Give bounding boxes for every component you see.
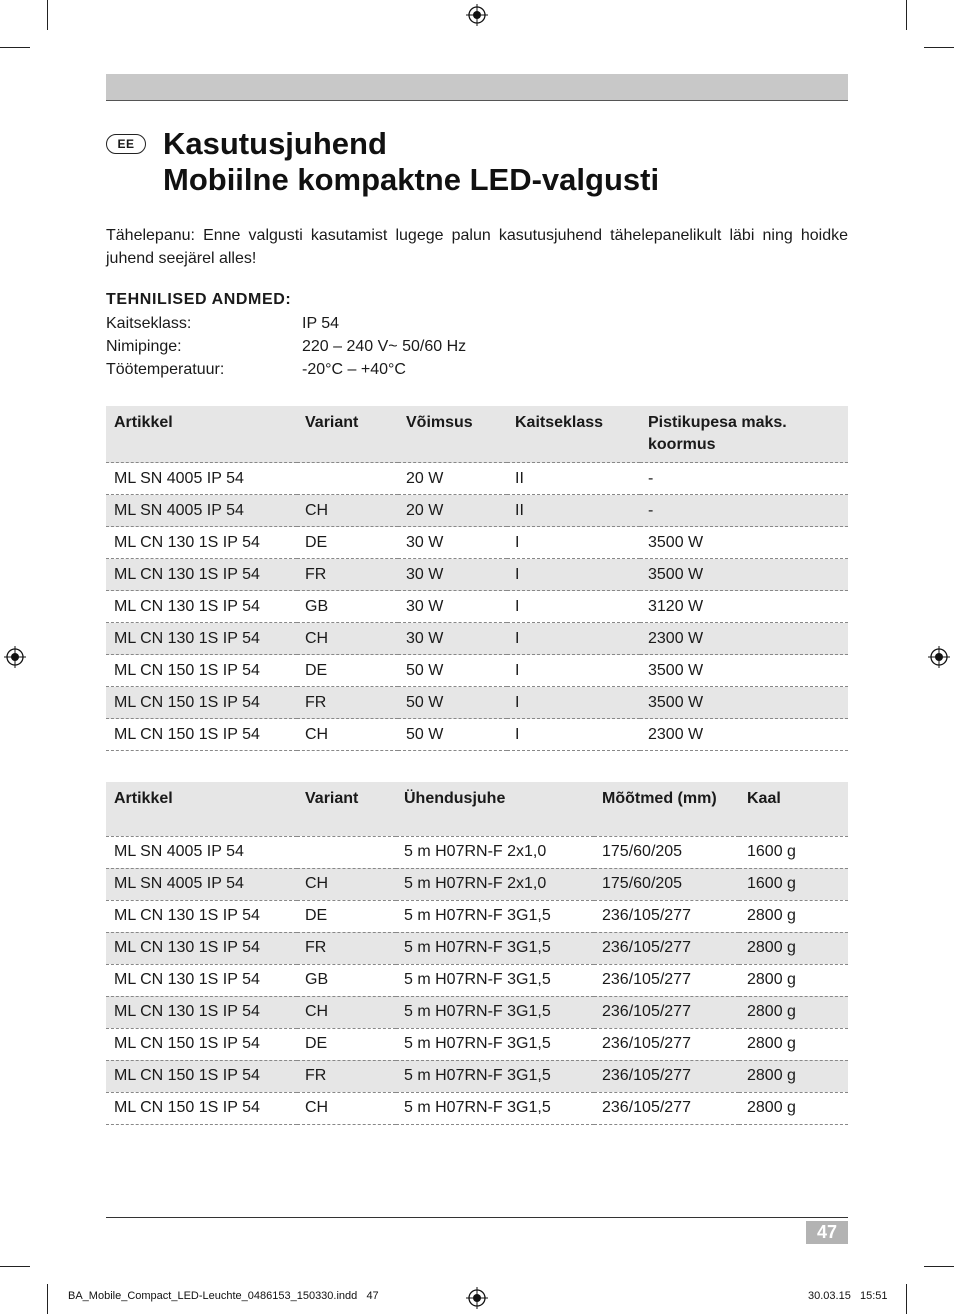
table-cell: FR bbox=[297, 687, 398, 719]
column-header: Variant bbox=[297, 782, 396, 836]
spec-label: Töötemperatuur: bbox=[106, 361, 225, 378]
table-cell: 5 m H07RN-F 3G1,5 bbox=[396, 1092, 594, 1124]
table-cell: 5 m H07RN-F 2x1,0 bbox=[396, 868, 594, 900]
registration-mark-icon bbox=[466, 4, 488, 26]
table-cell: 236/105/277 bbox=[594, 932, 739, 964]
table-cell: ML CN 130 1S IP 54 bbox=[106, 900, 297, 932]
table-row bbox=[106, 687, 848, 719]
table-row bbox=[106, 996, 848, 1028]
table-cell: 236/105/277 bbox=[594, 964, 739, 996]
column-header: Ühendusjuhe bbox=[396, 782, 594, 836]
table-cell: DE bbox=[297, 655, 398, 687]
power-table bbox=[106, 406, 848, 751]
table-cell: ML CN 130 1S IP 54 bbox=[106, 623, 297, 655]
table-cell: ML CN 130 1S IP 54 bbox=[106, 964, 297, 996]
table-cell: 236/105/277 bbox=[594, 1092, 739, 1124]
table-cell: ML CN 130 1S IP 54 bbox=[106, 527, 297, 559]
table-cell: FR bbox=[297, 1060, 396, 1092]
table-cell: GB bbox=[297, 964, 396, 996]
table-cell: 50 W bbox=[398, 655, 507, 687]
crop-mark bbox=[906, 1284, 907, 1314]
table-cell: 50 W bbox=[398, 687, 507, 719]
table-cell: FR bbox=[297, 932, 396, 964]
table-cell: 2800 g bbox=[739, 900, 848, 932]
table-cell: I bbox=[507, 591, 640, 623]
column-header: Kaal bbox=[739, 782, 848, 836]
table-cell: I bbox=[507, 527, 640, 559]
spec-label: Kaitseklass: bbox=[106, 315, 192, 332]
column-header: Kaitseklass bbox=[507, 406, 640, 463]
table-cell: 2300 W bbox=[640, 719, 848, 751]
table-cell bbox=[297, 463, 398, 495]
table-cell: ML CN 130 1S IP 54 bbox=[106, 559, 297, 591]
table-cell: ML CN 130 1S IP 54 bbox=[106, 996, 297, 1028]
table-cell: DE bbox=[297, 527, 398, 559]
table-cell: CH bbox=[297, 719, 398, 751]
table-cell: 236/105/277 bbox=[594, 1060, 739, 1092]
table-cell: 5 m H07RN-F 3G1,5 bbox=[396, 900, 594, 932]
table-cell: 175/60/205 bbox=[594, 836, 739, 868]
table-cell: 3500 W bbox=[640, 559, 848, 591]
table-cell: CH bbox=[297, 868, 396, 900]
table-cell: ML CN 150 1S IP 54 bbox=[106, 1028, 297, 1060]
table-cell: FR bbox=[297, 559, 398, 591]
page-title: Kasutusjuhend bbox=[163, 126, 387, 161]
table-cell: 3120 W bbox=[640, 591, 848, 623]
table-row bbox=[106, 719, 848, 751]
table-cell: ML CN 130 1S IP 54 bbox=[106, 591, 297, 623]
table-cell: 5 m H07RN-F 3G1,5 bbox=[396, 932, 594, 964]
crop-mark bbox=[47, 0, 48, 30]
spec-value: 220 – 240 V~ 50/60 Hz bbox=[302, 338, 467, 355]
footer-file-info: BA_Mobile_Compact_LED-Leuchte_0486153_150330.indd 47 bbox=[68, 1290, 379, 1302]
column-header: Artikkel bbox=[106, 406, 297, 463]
registration-mark-icon bbox=[466, 1287, 488, 1309]
table-cell: I bbox=[507, 623, 640, 655]
column-header: Variant bbox=[297, 406, 398, 463]
table-cell: GB bbox=[297, 591, 398, 623]
crop-mark bbox=[924, 1266, 954, 1267]
table-cell: 1600 g bbox=[739, 868, 848, 900]
registration-mark-icon bbox=[4, 646, 26, 668]
table-cell: I bbox=[507, 655, 640, 687]
table-cell: DE bbox=[297, 1028, 396, 1060]
table-cell: 2800 g bbox=[739, 1028, 848, 1060]
table-cell: 236/105/277 bbox=[594, 996, 739, 1028]
crop-mark bbox=[0, 1266, 30, 1267]
table-row bbox=[106, 1060, 848, 1092]
spec-value: IP 54 bbox=[302, 315, 340, 332]
table-cell bbox=[297, 836, 396, 868]
table-cell: 2800 g bbox=[739, 932, 848, 964]
table-cell: 5 m H07RN-F 3G1,5 bbox=[396, 1060, 594, 1092]
table-cell: ML CN 150 1S IP 54 bbox=[106, 1060, 297, 1092]
table-cell: 30 W bbox=[398, 559, 507, 591]
column-header: Võimsus bbox=[398, 406, 507, 463]
table-row bbox=[106, 623, 848, 655]
tech-data-heading: TEHNILISED ANDMED: bbox=[106, 291, 292, 308]
table-cell: II bbox=[507, 463, 640, 495]
table-cell: I bbox=[507, 687, 640, 719]
crop-mark bbox=[0, 47, 30, 48]
table-cell: I bbox=[507, 559, 640, 591]
table-cell: 3500 W bbox=[640, 527, 848, 559]
table-row bbox=[106, 559, 848, 591]
table-cell: 30 W bbox=[398, 623, 507, 655]
table-cell: ML SN 4005 IP 54 bbox=[106, 495, 297, 527]
spec-label: Nimipinge: bbox=[106, 338, 182, 355]
table-row bbox=[106, 527, 848, 559]
table-cell: 236/105/277 bbox=[594, 900, 739, 932]
table-row bbox=[106, 900, 848, 932]
table-row bbox=[106, 495, 848, 527]
table-cell: - bbox=[640, 463, 848, 495]
table-cell: CH bbox=[297, 623, 398, 655]
table-row bbox=[106, 932, 848, 964]
footer-timestamp: 30.03.15 15:51 bbox=[808, 1290, 888, 1302]
table-cell: CH bbox=[297, 495, 398, 527]
table-row bbox=[106, 868, 848, 900]
table-cell: ML CN 150 1S IP 54 bbox=[106, 655, 297, 687]
page-number: 47 bbox=[806, 1221, 848, 1244]
header-bar bbox=[106, 74, 848, 101]
language-badge: EE bbox=[106, 134, 146, 154]
table-cell: II bbox=[507, 495, 640, 527]
table-row bbox=[106, 1028, 848, 1060]
table-row bbox=[106, 463, 848, 495]
table-cell: 20 W bbox=[398, 495, 507, 527]
table-cell: ML CN 150 1S IP 54 bbox=[106, 719, 297, 751]
column-header: Mõõtmed (mm) bbox=[594, 782, 739, 836]
spec-value: -20°C – +40°C bbox=[302, 361, 406, 378]
table-cell: 236/105/277 bbox=[594, 1028, 739, 1060]
table-cell: ML CN 150 1S IP 54 bbox=[106, 687, 297, 719]
crop-mark bbox=[47, 1284, 48, 1314]
table-cell: 2300 W bbox=[640, 623, 848, 655]
table-row bbox=[106, 1092, 848, 1124]
table-cell: DE bbox=[297, 900, 396, 932]
table-cell: 3500 W bbox=[640, 687, 848, 719]
table-cell: CH bbox=[297, 996, 396, 1028]
registration-mark-icon bbox=[928, 646, 950, 668]
table-cell: 5 m H07RN-F 2x1,0 bbox=[396, 836, 594, 868]
table-cell: 2800 g bbox=[739, 964, 848, 996]
table-cell: 30 W bbox=[398, 591, 507, 623]
table-cell: ML CN 130 1S IP 54 bbox=[106, 932, 297, 964]
table-cell: I bbox=[507, 719, 640, 751]
column-header: Artikkel bbox=[106, 782, 297, 836]
attention-note: Tähelepanu: Enne valgusti kasutamist lugege palun kasutusjuhend tähelepanelikult läbi ning hoidke juhend seejärel alles! bbox=[106, 227, 848, 267]
table-cell: 175/60/205 bbox=[594, 868, 739, 900]
crop-mark bbox=[924, 47, 954, 48]
table-cell: ML SN 4005 IP 54 bbox=[106, 463, 297, 495]
table-cell: 50 W bbox=[398, 719, 507, 751]
table-row bbox=[106, 591, 848, 623]
table-row bbox=[106, 655, 848, 687]
table-cell: ML SN 4005 IP 54 bbox=[106, 868, 297, 900]
table-cell: 3500 W bbox=[640, 655, 848, 687]
dimensions-table bbox=[106, 782, 848, 1125]
table-cell: 2800 g bbox=[739, 1092, 848, 1124]
table-cell: 2800 g bbox=[739, 1060, 848, 1092]
table-cell: 5 m H07RN-F 3G1,5 bbox=[396, 964, 594, 996]
table-cell: CH bbox=[297, 1092, 396, 1124]
table-cell: ML SN 4005 IP 54 bbox=[106, 836, 297, 868]
table-row bbox=[106, 836, 848, 868]
crop-mark bbox=[906, 0, 907, 30]
table-cell: 5 m H07RN-F 3G1,5 bbox=[396, 1028, 594, 1060]
footer-rule bbox=[106, 1217, 848, 1218]
table-cell: 5 m H07RN-F 3G1,5 bbox=[396, 996, 594, 1028]
table-cell: 20 W bbox=[398, 463, 507, 495]
table-row bbox=[106, 964, 848, 996]
table-cell: ML CN 150 1S IP 54 bbox=[106, 1092, 297, 1124]
table-cell: 30 W bbox=[398, 527, 507, 559]
table-cell: 1600 g bbox=[739, 836, 848, 868]
page-subtitle: Mobiilne kompaktne LED-valgusti bbox=[163, 162, 660, 197]
table-cell: - bbox=[640, 495, 848, 527]
column-header: Pistikupesa maks. koormus bbox=[640, 406, 848, 463]
table-cell: 2800 g bbox=[739, 996, 848, 1028]
